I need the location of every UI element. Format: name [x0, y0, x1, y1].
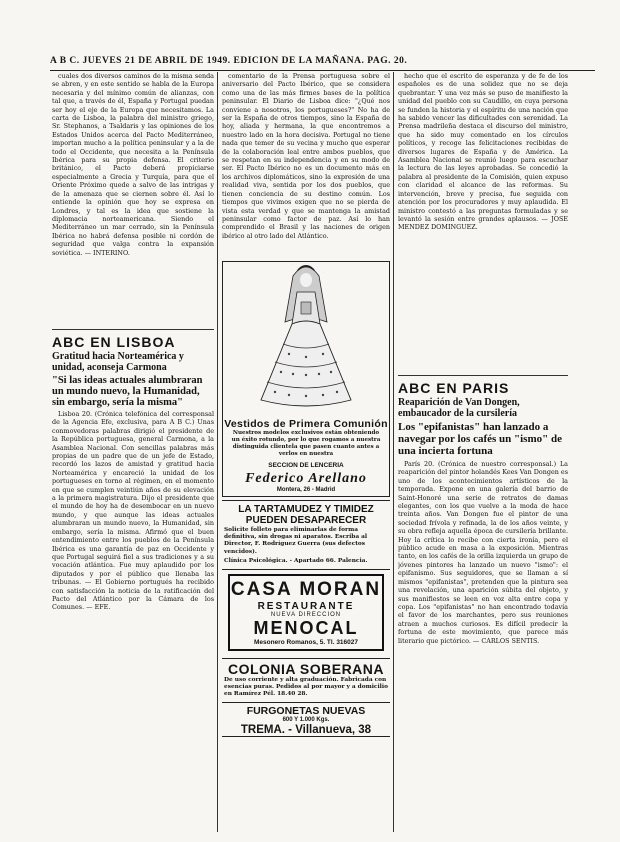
headline: Reaparición de Van Dongen, embaucador de la cursilería [398, 397, 520, 419]
page-header: A B C. JUEVES 21 DE ABRIL DE 1949. EDICION DE LA MAÑANA. PAG. 20. [50, 56, 595, 71]
article-text: París 20. (Crónica de nuestro corresponsal.) La reaparición del pintor holandés Kees Van Dongen es uno de los acontecimientos artísticos de la temporada. Expone en una galería del barrio de Saint-Honoré una serie de retratos de damas elegantes, con los que vuelve a la moda de hace treinta años. Van Dongen fue el pintor de una sociedad frívola y refinada, la de los años veinte, y su obra refleja aquella época de cursilería brillante. Hoy la crítica lo recibe con cierta ironía, pero el público acude en masa a la exposición. Mientras tanto, en los cafés de la orilla izquierda un grupo de jóvenes pintores ha lanzado un nuevo "ismo": el epifanismo. Sus seguidores, que se llaman a sí mismos "epifanistas", pretenden que la pintura sea una revelación, una aparición súbita del objeto, y sus manifiestos se leen en voz alta entre copa y copa. Los "epifanistas" no han encontrado todavía el favor de los marchantes, pero sus reuniones atraen a muchos curiosos. Es difícil predecir la fortuna de este movimiento, que parece más literario que pictórico. — CARLOS SENTIS. [398, 460, 568, 645]
subheadline: Los "epifanistas" han lanzado a navegar por los cafés un "ismo" de una incierta fortuna [398, 421, 562, 457]
ad-title: CASA MORAN [230, 579, 382, 601]
ad-stuttering [222, 500, 390, 566]
article-text: hecho que el escrito de esperanza y de fe de los españoles es de una solidez que no se deja quebrantar. Y una vez más se puso de manifiesto la unidad del pueblo con su Caudillo, en cuya persona se funden la historia y el espíritu de una nación que ha sabido vencer las dificultades con serenidad. La Prensa madrileña destaca el discurso del ministro, que ha sido muy comentado en los círculos políticos, y recoge las felicitaciones recibidas de diversos lugares de España y de América. La Asamblea Nacional se reunió luego para escuchar la lectura de las leyes aprobadas. Se concedió la palabra al presidente de la Comisión, quien expuso con claridad el alcance de las reformas. Su intervención, breve y precisa, fue seguida con atención por los procuradores y muy aplaudida. El ministro contestó a las preguntas formuladas y se levantó la sesión entre grandes aplausos. — JOSE MENDEZ DOMINGUEZ. [398, 72, 568, 232]
ad-casa-moran [222, 569, 390, 655]
ad-colonia [222, 658, 390, 699]
ad-title: Vestidos de Primera Comunión [224, 418, 388, 430]
article-body [52, 410, 214, 776]
ad-address: TREMA. - Villanueva, 38 [240, 723, 372, 736]
ad-section: SECCION DE LENCERIA [268, 462, 344, 469]
article-continuation [222, 72, 390, 258]
article-continuation [398, 72, 568, 372]
ad-address: Mesonero Romanos, 5. Tl. 316027 [253, 639, 359, 647]
ad-title: FURGONETAS NUEVAS [246, 704, 366, 717]
ad-footer: Clínica Psicológica. - Apartado 66. Palencia. [224, 557, 368, 564]
section-title: ABC EN PARIS [398, 380, 510, 396]
subheadline: "Si las ideas actuales alumbraran un mundo nuevo, la Humanidad, sin embargo, sería la misma" [52, 375, 203, 408]
ad-communion-dresses [222, 261, 390, 497]
ad-furgonetas [222, 702, 390, 737]
article-continuation [52, 72, 214, 326]
ad-address: Montera, 26 - Madrid [276, 487, 336, 493]
article-text: Lisboa 20. (Crónica telefónica del corresponsal de la Agencia Efe, exclusiva, para A B C.) Unas conmovedoras palabras dirigió el presidente de la República portuguesa, general Carmona, a la Asamblea Nacional. Con sencillas palabras más propias de un padre que de un jefe de Estado, recordó los lazos de amistad y gratitud hacia Norteamérica y encareció la unidad de los portugueses en torno al régimen, en el momento en que se cumplen veintiún años de su elevación a la primera magistratura. Dijo el presidente que el mundo de hoy ha de desembocar en un nuevo mundo, y que aunque las ideas actuales alumbraran un mundo nuevo, la Humanidad, sin embargo, sería la misma. Afirmó que el buen entendimiento entre los pueblos de la Península Ibérica es una garantía de paz en Occidente y que Portugal seguirá fiel a sus tradiciones y a su vocación atlántica. Fue muy aplaudido por los diputados y por el público que llenaba las tribunas. — El Gobierno portugués ha recibido con satisfacción la noticia de la ratificación del Pacto del Atlántico por la Cámara de los Comunes. — EFE. [52, 410, 214, 612]
dress-illustration [223, 262, 389, 414]
column-divider [393, 72, 394, 832]
article-text: cuales dos diversos caminos de la misma senda se abren, y en este sentido se habla de la Europa necesaria y del mínimo común de alianzas, con tal que, a través de él, España y Portugal puedan ser hoy el eje de la Europa que necesitamos. La carta de Lisboa, la palabra del ministro griego, Sr. Stephanos, a Tsaldaris y las opiniones de los Estados Unidos acerca del Pacto Mediterráneo, importan mucho a la política peninsular y a la de todo el Occidente, que necesita a la Península Ibérica para su propia defensa. El criterio británico, el Pacto deberá propiciarse especialmente a Grecia y Turquía, para que el Oriente Próximo quede a salvo de las intrigas y de la amenaza que se ciernen sobre él. Así lo entiende la opinión que hoy se expresa en Londres, y tal es la idea que sostiene la diplomacia norteamericana. Siendo el Mediterráneo un mar cerrado, sin la Península Ibérica no habrá defensa posible ni cordón de seguridad que valga contra la expansión soviética. — INTERINO. [52, 72, 214, 257]
ad-subtitle: 600 Y 1.000 Kgs. [282, 716, 330, 723]
column-right [398, 72, 568, 784]
article-body [398, 460, 568, 784]
ad-title: LA TARTAMUDEZ Y TIMIDEZ PUEDEN DESAPARECER [238, 504, 374, 526]
girl-in-dress-icon [223, 262, 389, 414]
ad-title: COLONIA SOBERANA [227, 661, 385, 678]
column-left [52, 72, 214, 776]
headline: Gratitud hacia Norteamérica y unidad, aconseja Carmona [52, 351, 184, 373]
ad-box [228, 574, 384, 651]
ad-name: MENOCAL [253, 618, 359, 639]
rule [398, 375, 568, 376]
column-divider [217, 72, 218, 832]
ad-text: Solicite folleto para eliminarlas de forma definitiva, sin drogas ni aparatos. Escriba al Director, F. Rodríguez Guerra (sus defectos vencidos). [224, 527, 368, 555]
article-text: comentario de la Prensa portuguesa sobre el aniversario del Pacto Ibérico, que se considera como una de las más firmes bases de la política peninsular. El Diario de Lisboa dice: "¿Qué nos conviene a nosotros, los portugueses?" No ha de ser la España de otros tiempos, sino la España de hoy, aliada y hermana, la que encontremos a nuestro lado en la hora decisiva. Portugal no tiene nada que temer de su vecina y mucho que esperar de la colaboración leal entre ambos pueblos, que se respetan en su independencia y en su modo de ser. El Pacto Ibérico no es un documento más en los archivos diplomáticos, sino la expresión de una realidad viva, sentida por los dos pueblos, que tienen conciencia de su destino común. Los tiempos que vivimos exigen que no se pierda de vista esta verdad y que se mantenga la amistad peninsular como factor de paz. Así lo han comprendido el Brasil y las naciones de origen ibérico al otro lado del Atlántico. [222, 72, 390, 240]
ad-note: NUEVA DIRECCION [270, 612, 342, 619]
ad-text: Nuestros modelos exclusivos están obteniendo un éxito rotundo, por lo que rogamos a nuestra distinguida clientela que pasen cuanto antes a verlos en nuestra [231, 430, 381, 457]
ad-text: De uso corriente y alta graduación. Fabricada con esencias puras. Pedidos al por mayor y a domicilio en Ramírez Pél. 18.40 28. [224, 677, 388, 698]
section-title: ABC EN LISBOA [52, 334, 176, 350]
ad-subtitle: RESTAURANTE [257, 601, 355, 613]
rule [52, 329, 214, 330]
column-middle [222, 72, 390, 740]
ad-brand: Federico Arellano [245, 471, 367, 486]
